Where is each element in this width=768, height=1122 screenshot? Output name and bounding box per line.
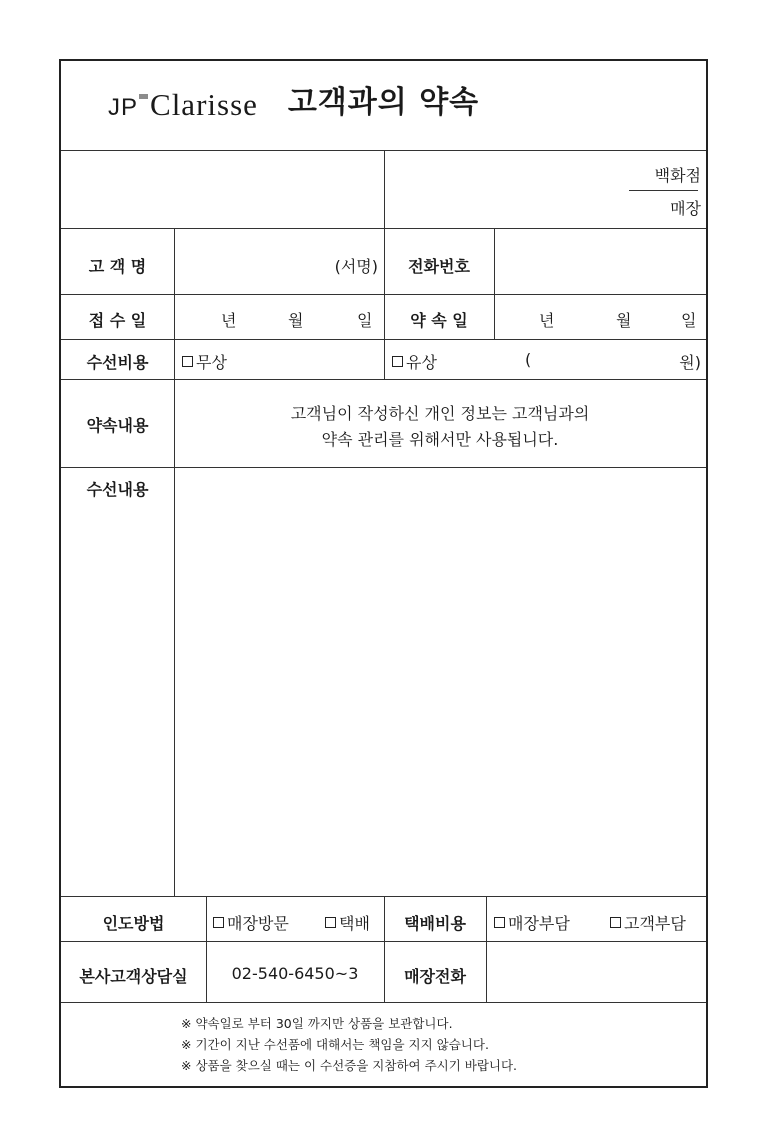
day-label: 일 <box>357 311 373 330</box>
promise-line-2: 약속 관리를 위해서만 사용됩니다. <box>321 430 559 449</box>
phone-label: 전화번호 <box>408 257 470 276</box>
promise-day-label: 일 <box>681 311 697 330</box>
customer-name-label: 고 객 명 <box>88 257 147 276</box>
notice-line-2: ※ 기간이 지난 수선품에 대해서는 책임을 지지 않습니다. <box>181 1037 489 1052</box>
brand-logo <box>108 87 258 123</box>
repair-receipt-form <box>59 59 708 1088</box>
courier-fee-label: 택배비용 <box>404 914 466 933</box>
store-pay-label: 매장부담 <box>508 914 570 933</box>
store-pay-checkbox[interactable] <box>494 917 505 928</box>
paid-checkbox[interactable] <box>392 356 403 367</box>
shop-label: 매장 <box>670 199 701 218</box>
year-label: 년 <box>221 311 237 330</box>
promise-content-label: 약속내용 <box>86 416 149 435</box>
promise-month-label: 월 <box>616 311 632 330</box>
free-checkbox[interactable] <box>182 356 193 367</box>
repair-content-area[interactable] <box>175 468 706 896</box>
signature-label: (서명) <box>334 257 378 276</box>
notice-line-1: ※ 약속일로 부터 30일 까지만 상품을 보관합니다. <box>181 1016 453 1031</box>
promise-year-label: 년 <box>539 311 555 330</box>
store-divider <box>629 190 698 191</box>
store-visit-option[interactable] <box>213 911 289 934</box>
courier-label: 택배 <box>339 914 370 933</box>
promise-date-label: 약 속 일 <box>410 311 468 330</box>
paid-option[interactable] <box>392 350 437 373</box>
divider <box>486 896 487 1002</box>
customer-pay-checkbox[interactable] <box>610 917 621 928</box>
form-title: 고객과의 약속 <box>287 85 480 120</box>
courier-checkbox[interactable] <box>325 917 336 928</box>
head-office-label: 본사고객상담실 <box>79 967 188 986</box>
paid-amount-open: ( <box>525 350 532 369</box>
free-option[interactable] <box>182 350 227 373</box>
won-label: 원) <box>679 353 701 372</box>
promise-line-1: 고객님이 작성하신 개인 정보는 고객님과의 <box>290 404 590 423</box>
free-option-label: 무상 <box>196 353 227 372</box>
courier-option[interactable] <box>325 911 370 934</box>
repair-content-label: 수선내용 <box>86 480 149 499</box>
dept-store-label: 백화점 <box>654 166 701 185</box>
notice-line-3: ※ 상품을 찾으실 때는 이 수선증을 지참하여 주시기 바랍니다. <box>181 1058 518 1073</box>
divider <box>61 379 706 380</box>
logo-square-icon <box>139 94 148 99</box>
divider <box>206 896 207 1002</box>
store-phone-label: 매장전화 <box>404 967 466 986</box>
repair-cost-label: 수선비용 <box>86 353 149 372</box>
divider <box>494 228 495 339</box>
paid-option-label: 유상 <box>406 353 437 372</box>
receipt-date-label: 접 수 일 <box>88 311 147 330</box>
store-visit-checkbox[interactable] <box>213 917 224 928</box>
customer-pay-label: 고객부담 <box>624 914 686 933</box>
delivery-method-label: 인도방법 <box>102 914 165 933</box>
brand-logo-left: JP <box>108 94 139 121</box>
customer-pay-option[interactable] <box>610 911 686 934</box>
head-office-number: 02-540-6450~3 <box>231 964 359 983</box>
month-label: 월 <box>288 311 304 330</box>
brand-logo-right: Clarisse <box>150 87 258 122</box>
store-visit-label: 매장방문 <box>227 914 289 933</box>
store-pay-option[interactable] <box>494 911 570 934</box>
divider <box>61 1002 706 1003</box>
